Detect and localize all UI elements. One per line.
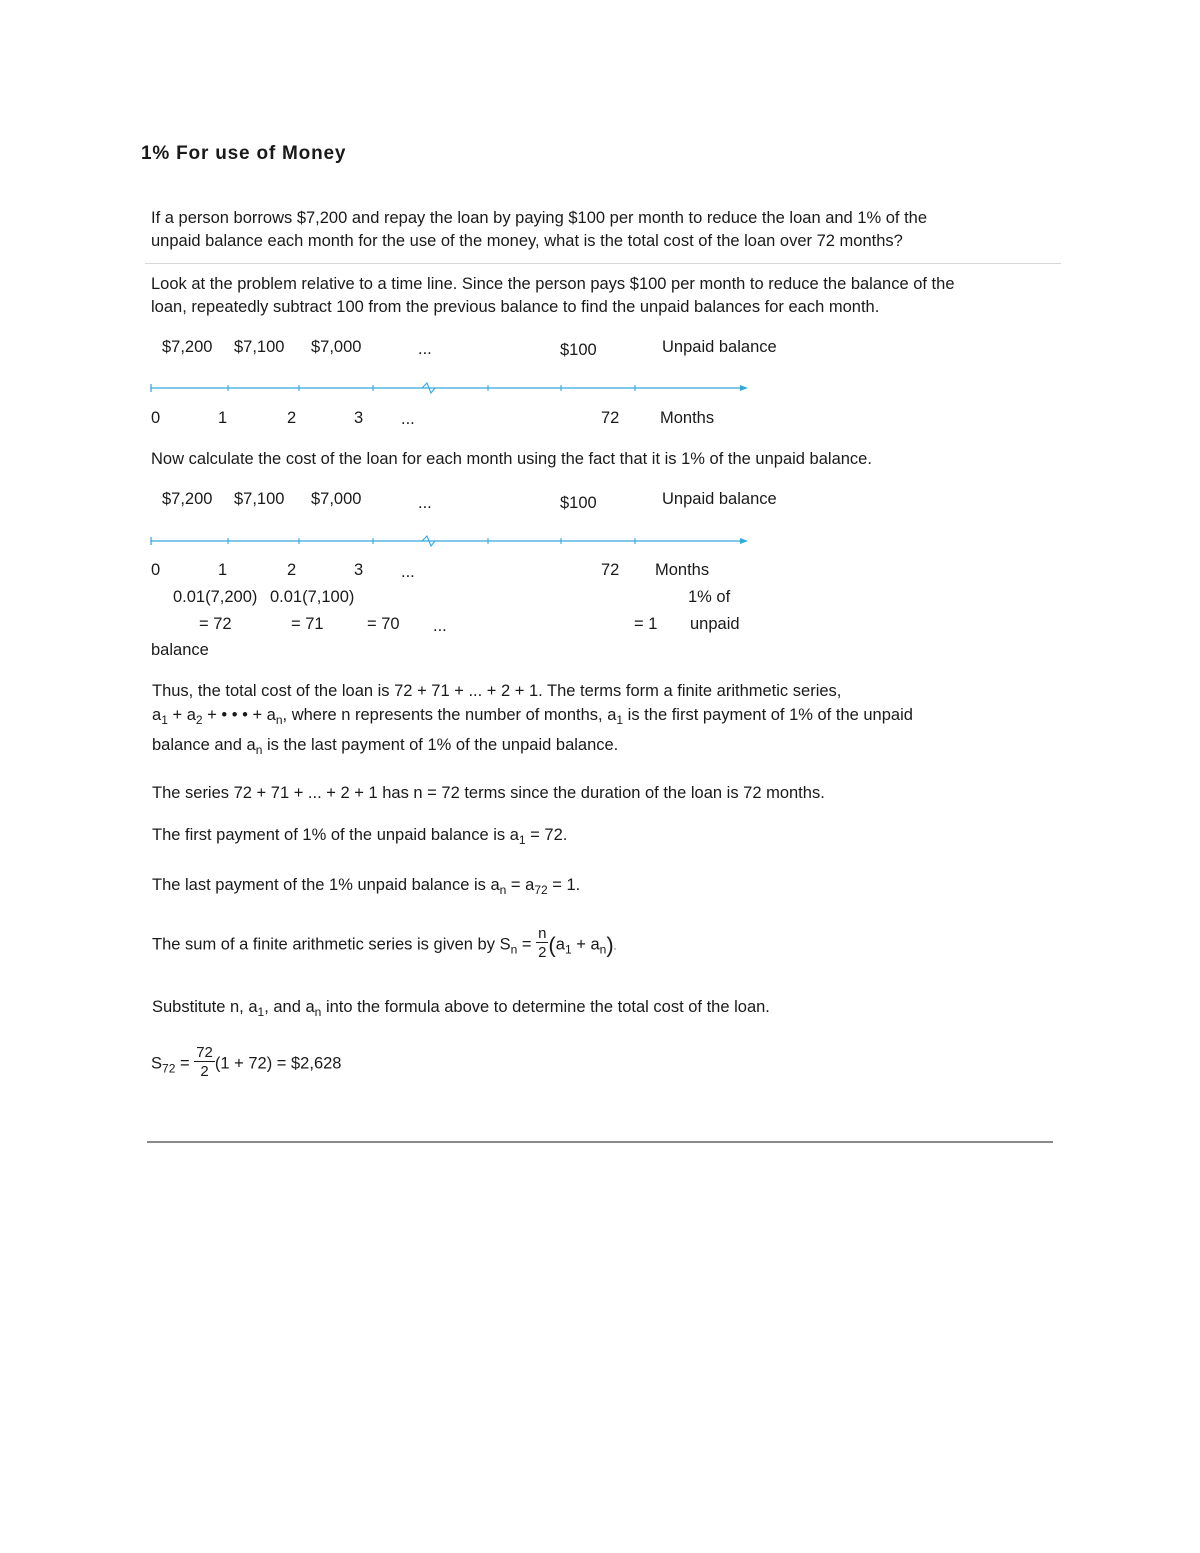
- problem-line-2: unpaid balance each month for the use of the money, what is the total cost of the loan over 72 months?: [151, 232, 903, 250]
- fraction-n-over-2: $\frac{n}{2}$: [538, 925, 547, 961]
- month-label: 2: [287, 561, 297, 579]
- sum-formula-text: The sum of a finite arithmetic series is given by $S_n$ = $\frac{n}{2}$ $(a_1 + a_n)$.: [152, 925, 617, 961]
- balance-ellipsis: ...: [418, 494, 432, 512]
- bottom-divider: [147, 1141, 1053, 1143]
- balance-caption: Unpaid balance: [662, 338, 777, 356]
- balance-label: $100: [560, 494, 597, 512]
- cost-ellipsis: ...: [433, 617, 447, 635]
- month-label: 2: [287, 409, 297, 427]
- balance-label: $7,000: [311, 338, 362, 356]
- intro-line-2: loan, repeatedly subtract 100 from the previous balance to find the unpaid balances for each month.: [151, 298, 880, 316]
- balance-label: $7,200: [162, 338, 213, 356]
- month-label: 3: [354, 561, 364, 579]
- cost-value: = 72: [199, 615, 232, 633]
- result-formula: $S_{72}$ = $\frac{72}{2}$ (1 + 72) = $2,628: [151, 1044, 342, 1080]
- month-caption: Months: [660, 409, 715, 427]
- first-payment-text: The first payment of 1% of the unpaid balance is $a_1 = 72$.: [152, 826, 568, 847]
- month-label: 72: [601, 409, 620, 427]
- balance-ellipsis: ...: [418, 340, 432, 358]
- intro-line-1: Look at the problem relative to a time line. Since the person pays $100 per month to reduce the balance of the: [151, 275, 955, 293]
- month-label: 0: [151, 409, 161, 427]
- thus-line-1: Thus, the total cost of the loan is 72 + 71 + ... + 2 + 1. The terms form a finite arithmetic series,: [152, 682, 842, 700]
- month-caption: Months: [655, 561, 710, 579]
- cost-value: = 70: [367, 615, 400, 633]
- problem-line-1: If a person borrows $7,200 and repay the loan by paying $100 per month to reduce the loan and 1% of the: [151, 209, 928, 227]
- last-payment-text: The last payment of the 1% unpaid balance is $a_n = a_{72} = 1$.: [152, 876, 581, 897]
- step-2-text: Now calculate the cost of the loan for each month using the fact that it is 1% of the unpaid balance.: [151, 450, 872, 468]
- cost-caption-line-2: unpaid: [690, 615, 740, 633]
- month-label: 1: [218, 561, 228, 579]
- cost-caption-line-1: 1% of: [688, 588, 731, 606]
- thus-line-3: balance and $a_n$ is the last payment of 1% of the unpaid balance.: [152, 736, 619, 757]
- timeline-axis: [148, 380, 753, 396]
- series-text: The series 72 + 71 + ... + 2 + 1 has n = 72 terms since the duration of the loan is 72 months.: [152, 784, 825, 802]
- balance-label: $7,200: [162, 490, 213, 508]
- month-label: 1: [218, 409, 228, 427]
- month-ellipsis: ...: [401, 563, 415, 581]
- cost-expression: 0.01(7,200): [173, 588, 258, 606]
- month-label: 3: [354, 409, 364, 427]
- fraction-72-over-2: $\frac{72}{2}$: [196, 1044, 213, 1080]
- month-label: 0: [151, 561, 161, 579]
- thus-line-2: $a_1 + a_2$ + • • • + $a_n$, where n represents the number of months, $a_1$ is the first payment of 1% of the unpaid: [152, 706, 913, 727]
- cost-caption-line-3: balance: [151, 641, 209, 659]
- cost-value: = 71: [291, 615, 324, 633]
- balance-label: $7,000: [311, 490, 362, 508]
- page-title: 1% For use of Money: [141, 143, 347, 164]
- month-ellipsis: ...: [401, 410, 415, 428]
- balance-label: $7,100: [234, 338, 285, 356]
- divider: [145, 263, 1061, 264]
- substitute-text: Substitute n, $a_1$, and $a_n$ into the formula above to determine the total cost of the loan.: [152, 998, 770, 1019]
- cost-value: = 1: [634, 615, 658, 633]
- cost-expression: 0.01(7,100): [270, 588, 355, 606]
- balance-label: $100: [560, 341, 597, 359]
- timeline-axis: [148, 533, 753, 549]
- balance-label: $7,100: [234, 490, 285, 508]
- balance-caption: Unpaid balance: [662, 490, 777, 508]
- month-label: 72: [601, 561, 620, 579]
